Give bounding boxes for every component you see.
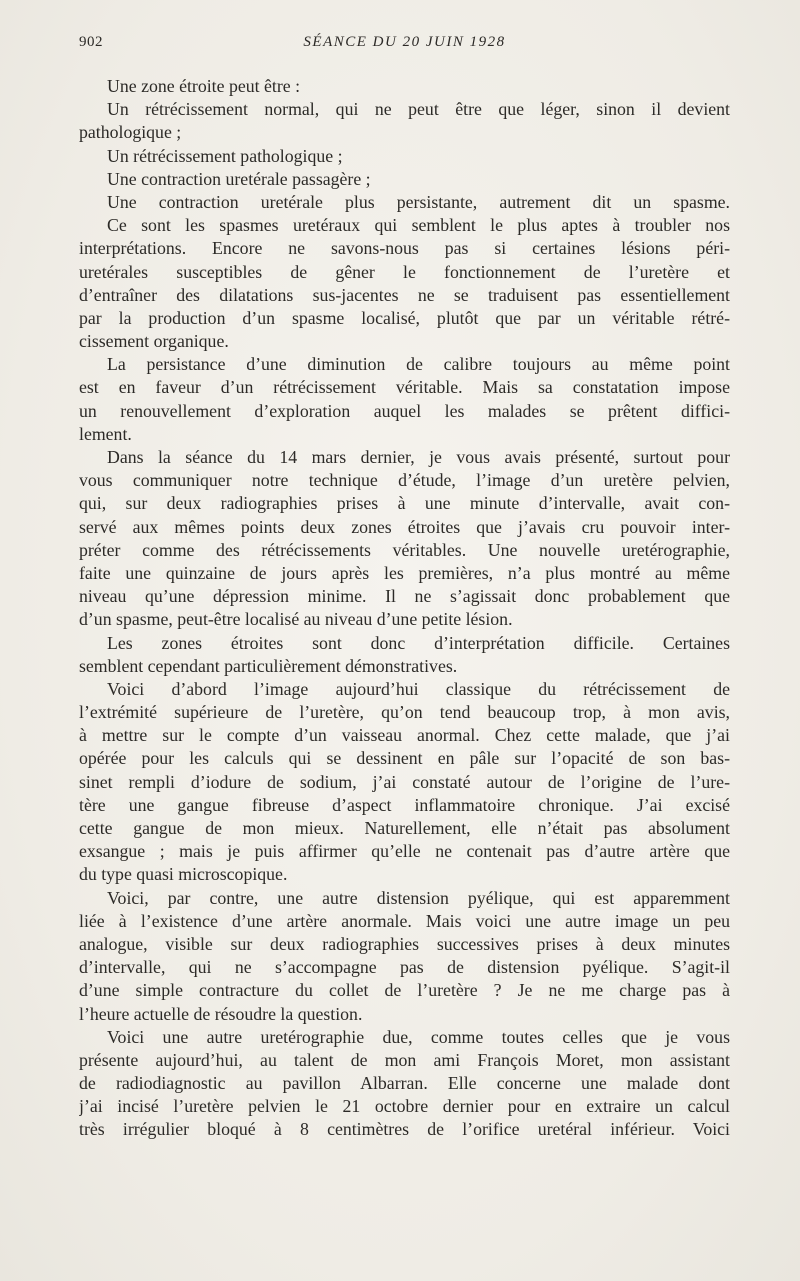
text-line: interprétations. Encore ne savons-nous pas si certaines lésions péri- (79, 238, 730, 259)
text-line: Un rétrécissement normal, qui ne peut être que léger, sinon il devient (107, 99, 730, 120)
running-head (79, 34, 730, 56)
text-line: à mettre sur le compte d’un vaisseau anormal. Chez cette malade, que j’ai (79, 725, 730, 746)
text-line: j’ai incisé l’uretère pelvien le 21 octobre dernier pour en extraire un calcul (79, 1096, 730, 1117)
text-line: cissement organique. (79, 331, 229, 352)
text-line: sinet rempli d’iodure de sodium, j’ai constaté autour de l’origine de l’ure- (79, 771, 730, 792)
text-line: uretérales susceptibles de gêner le fonctionnement de l’uretère et (79, 261, 730, 282)
text-line: Voici d’abord l’image aujourd’hui classique du rétrécissement de (107, 678, 730, 699)
text-line: Une contraction uretérale passagère ; (107, 168, 371, 189)
text-line: Voici, par contre, une autre distension pyélique, qui est apparemment (107, 887, 730, 908)
text-line: faite une quinzaine de jours après les premières, n’a plus montré au même (79, 562, 730, 583)
text-line: pathologique ; (79, 122, 182, 143)
text-line: servé aux mêmes points deux zones étroites que j’avais cru pouvoir inter- (79, 516, 730, 537)
text-line: lement. (79, 423, 132, 444)
text-line: Dans la séance du 14 mars dernier, je vous avais présenté, surtout pour (107, 447, 730, 467)
text-line: exsangue ; mais je puis affirmer qu’elle ne contenait pas d’autre artère que (79, 841, 730, 862)
text-line: d’entraîner des dilatations sus-jacentes ne se traduisent pas essentiellement (79, 284, 730, 305)
text-line: Les zones étroites sont donc d’interprétation difficile. Certaines (107, 632, 730, 653)
text-line: du type quasi microscopique. (79, 864, 288, 885)
text-line: de radiodiagnostic au pavillon Albarran. Elle concerne une malade dont (79, 1073, 730, 1094)
text-line: vous communiquer notre technique d’étude, l’image d’un uretère pelvien, (79, 470, 730, 491)
text-line: semblent cependant particulièrement démonstratives. (79, 655, 458, 676)
text-line: analogue, visible sur deux radiographies successives prises à deux minutes (79, 933, 730, 954)
text-line: d’une simple contracture du collet de l’uretère ? Je ne me charge pas à (79, 980, 730, 1001)
text-line: un renouvellement d’exploration auquel les malades se prêtent diffici- (79, 400, 730, 421)
text-line: Voici une autre uretérographie due, comme toutes celles que je vous (107, 1026, 730, 1047)
text-line: est en faveur d’un rétrécissement véritable. Mais sa constatation impose (79, 377, 730, 398)
text-line: Une zone étroite peut être : (107, 76, 301, 96)
text-line: niveau qu’une dépression minime. Il ne s’agissait donc probablement que (79, 586, 730, 607)
text-line: opérée pour les calculs qui se dessinent en pâle sur l’opacité de son bas- (79, 748, 730, 769)
text-line: qui, sur deux radiographies prises à une minute d’intervalle, avait con- (79, 493, 730, 514)
text-line: Un rétrécissement pathologique ; (107, 145, 343, 166)
text-line: l’heure actuelle de résoudre la question. (79, 1003, 363, 1024)
text-line: préter comme des rétrécissements véritables. Une nouvelle uretérographie, (79, 539, 730, 560)
text-line: Une contraction uretérale plus persistante, autrement dit un spasme. (107, 191, 730, 212)
header-title: SÉANCE DU 20 JUIN 1928 (303, 34, 506, 50)
text-line: l’extrémité supérieure de l’uretère, qu’on tend beaucoup trop, à mon avis, (79, 702, 730, 723)
text-line: tère une gangue fibreuse d’aspect inflammatoire chronique. J’ai excisé (79, 794, 730, 815)
page-number: 902 (79, 34, 103, 50)
text-line: d’intervalle, qui ne s’accompagne pas de distension pyélique. S’agit-il (79, 957, 730, 978)
text-line: La persistance d’une diminution de calibre toujours au même point (107, 354, 730, 375)
text-line: très irrégulier bloqué à 8 centimètres de l’orifice uretéral inférieur. Voici (79, 1119, 730, 1140)
body-text (79, 75, 730, 1142)
text-line: par la production d’un spasme localisé, plutôt que par un véritable rétré- (79, 307, 730, 328)
text-line: cette gangue de mon mieux. Naturellement, elle n’était pas absolument (79, 818, 730, 838)
text-line: liée à l’existence d’une artère anormale. Mais voici une autre image un peu (79, 910, 730, 931)
text-line: d’un spasme, peut-être localisé au niveau d’une petite lésion. (79, 609, 513, 630)
text-line: Ce sont les spasmes uretéraux qui semblent le plus aptes à troubler nos (107, 215, 730, 236)
text-line: présente aujourd’hui, au talent de mon ami François Moret, mon assistant (79, 1049, 730, 1070)
